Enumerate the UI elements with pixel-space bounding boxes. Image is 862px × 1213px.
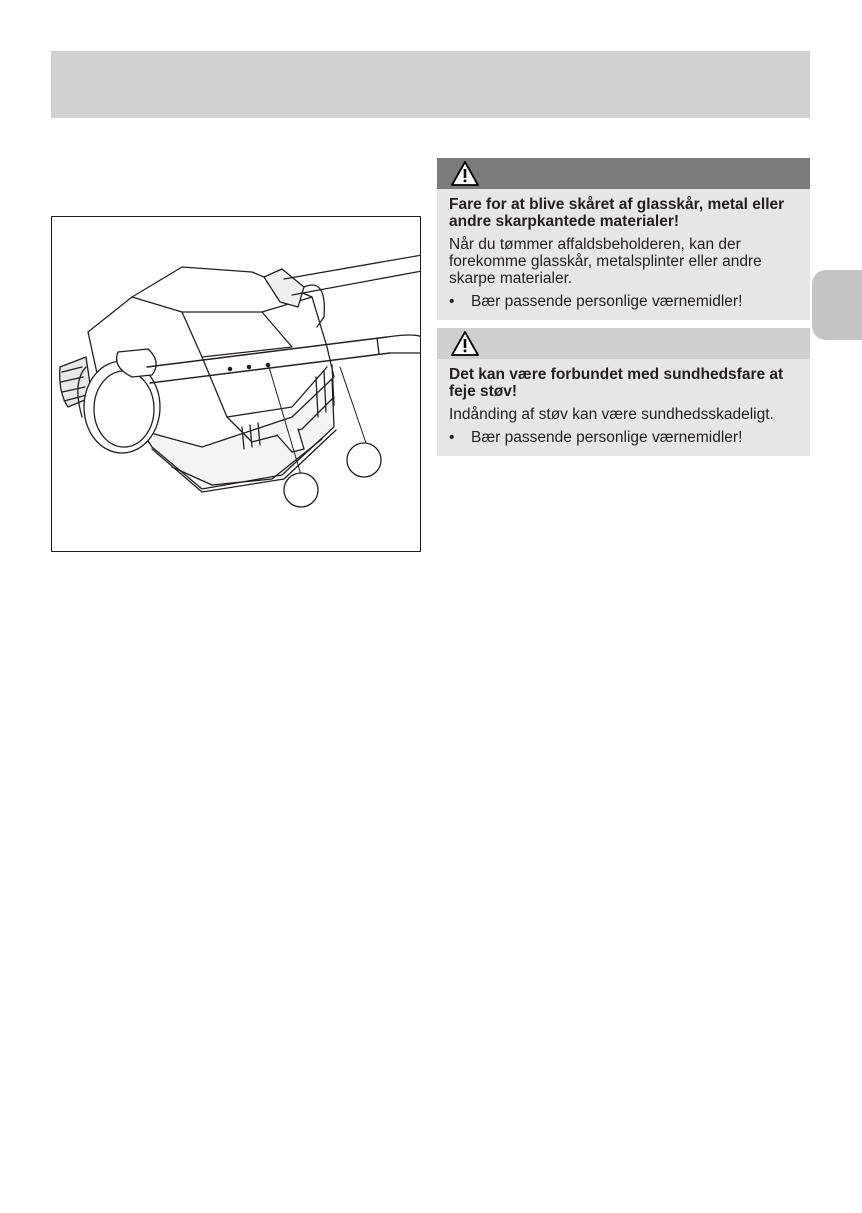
warning-triangle-icon bbox=[450, 330, 480, 357]
warning-header-bar bbox=[437, 158, 810, 189]
warning-list-item bbox=[449, 293, 798, 310]
warning-text: Når du tømmer affaldsbeholderen, kan der forekomme glasskår, metalsplinter eller andre skarpe materialer. bbox=[449, 236, 762, 287]
warning-body bbox=[437, 189, 810, 320]
warning-list-item bbox=[449, 429, 798, 446]
warning-box-cut-hazard bbox=[437, 158, 810, 320]
warning-item-text: Bær passende personlige værnemidler! bbox=[471, 293, 743, 310]
chapter-side-tab bbox=[812, 270, 862, 340]
warning-title: Fare for at blive skåret af glasskår, metal eller andre skarpkantede materialer! bbox=[449, 196, 785, 230]
warning-item-text: Bær passende personlige værnemidler! bbox=[471, 429, 743, 446]
bullet: • bbox=[449, 429, 455, 446]
warning-box-dust-hazard bbox=[437, 328, 810, 456]
warning-text: Indånding af støv kan være sundhedsskadeligt. bbox=[449, 406, 774, 423]
warning-triangle-icon bbox=[450, 160, 480, 187]
bullet: • bbox=[449, 293, 455, 310]
sweeper-drawing bbox=[52, 217, 421, 552]
warning-title: Det kan være forbundet med sundhedsfare at feje støv! bbox=[449, 366, 784, 400]
warning-body bbox=[437, 359, 810, 456]
header-bar bbox=[51, 51, 810, 118]
sweeper-illustration bbox=[51, 216, 421, 552]
warning-header-bar bbox=[437, 328, 810, 359]
